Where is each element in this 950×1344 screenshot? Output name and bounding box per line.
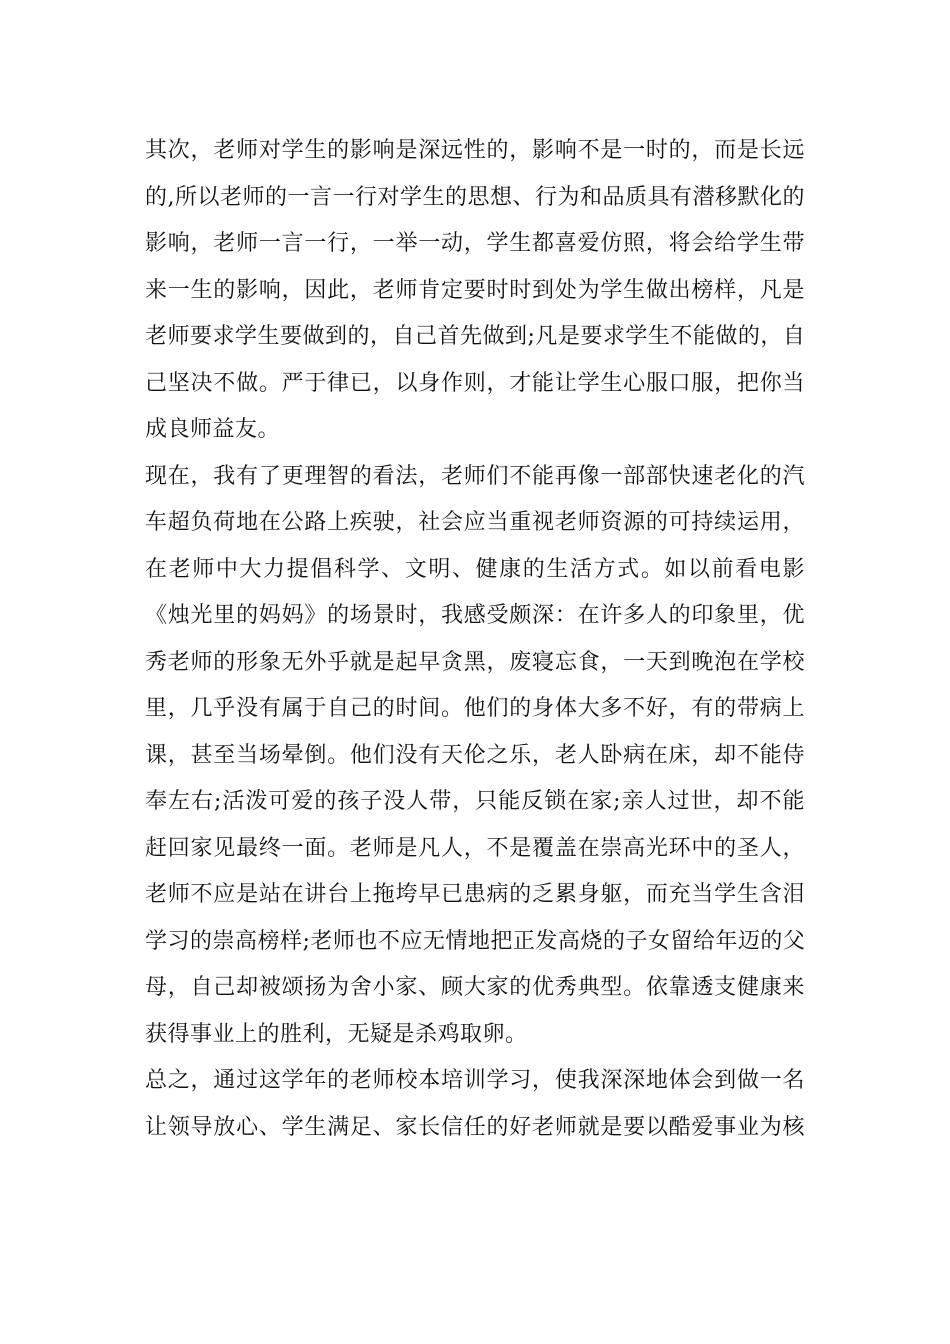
text-line: 秀老师的形象无外乎就是起早贪黑，废寝忘食，一天到晚泡在学校 [145,649,805,675]
text-line: 奉左右;活泼可爱的孩子没人带，只能反锁在家;亲人过世，却不能 [145,789,805,814]
text-line: 里，几乎没有属于自己的时间。他们的身体大多不好，有的带病上 [145,696,805,721]
text-line: 《烛光里的妈妈》的场景时，我感受颇深：在许多人的印象里，优 [145,603,805,628]
text-line: 车超负荷地在公路上疾驶，社会应当重视老师资源的可持续运用， [145,510,805,535]
text-line: 现在，我有了更理智的看法，老师们不能再像一部部快速老化的汽 [145,463,805,489]
paragraph-1 [145,128,805,454]
text-line: 学习的崇高榜样;老师也不应无情地把正发高烧的子女留给年迈的父 [145,928,806,954]
text-line: 在老师中大力提倡科学、文明、健康的生活方式。如以前看电影 [145,556,805,582]
text-line: 己坚决不做。严于律已，以身作则，才能让学生心服口服，把你当 [145,370,805,396]
paragraph-3 [145,1058,805,1151]
text-line: 的,所以老师的一言一行对学生的思想、行为和品质具有潜移默化的 [145,184,805,210]
text-line: 总之，通过这学年的老师校本培训学习，使我深深地体会到做一名 [145,1068,805,1093]
text-line: 其次，老师对学生的影响是深远性的，影响不是一时的，而是长远 [145,138,805,163]
text-line: 母，自己却被颂扬为舍小家、顾大家的优秀典型。依靠透支健康来 [145,975,805,1000]
document-body [145,128,805,1151]
text-line: 课，甚至当场晕倒。他们没有天伦之乐，老人卧病在床，却不能侍 [145,742,805,768]
text-line: 成良师益友。 [145,417,281,442]
text-line: 来一生的影响，因此，老师肯定要时时到处为学生做出榜样，凡是 [145,277,805,303]
text-line: 让领导放心、学生满足、家长信任的好老师就是要以酷爱事业为核 [145,1114,805,1140]
paragraph-2 [145,454,805,1059]
text-line: 获得事业上的胜利，无疑是杀鸡取卵。 [145,1021,528,1047]
text-line: 老师不应是站在讲台上拖垮早已患病的乏累身躯，而充当学生含泪 [145,882,805,907]
text-line: 老师要求学生要做到的，自己首先做到;凡是要求学生不能做的，自 [145,324,806,349]
text-line: 影响，老师一言一行，一举一动，学生都喜爱仿照，将会给学生带 [145,231,805,256]
text-line: 赶回家见最终一面。老师是凡人，不是覆盖在崇高光环中的圣人， [145,835,805,861]
